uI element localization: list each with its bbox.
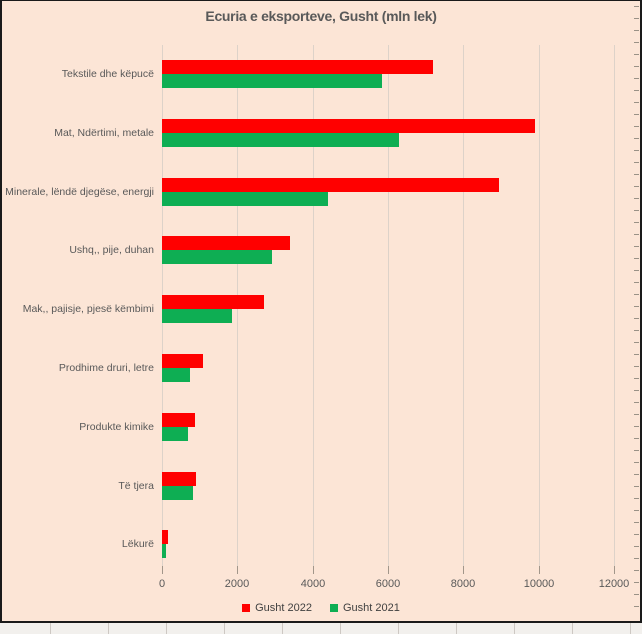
worksheet-row-gridlines: [634, 6, 639, 616]
bar-segment[interactable]: [162, 119, 535, 133]
bar-segment[interactable]: [162, 427, 188, 441]
bar-segment[interactable]: [162, 74, 382, 88]
legend-item[interactable]: [330, 602, 400, 614]
axis-tick-label: 10000: [523, 578, 555, 590]
category-label: Ushq,, pije, duhan: [69, 244, 154, 257]
category-label: Tekstile dhe këpucë: [61, 68, 154, 80]
axis-tick: [313, 566, 314, 574]
axis-tick-label: 8000: [450, 578, 476, 590]
bar-segment[interactable]: [162, 486, 193, 500]
axis-tick: [162, 566, 163, 574]
bar-segment[interactable]: [162, 250, 272, 264]
bar-segment[interactable]: [162, 178, 499, 192]
axis-tick: [237, 566, 238, 574]
bar-segment[interactable]: [162, 236, 290, 250]
gridline: [539, 45, 540, 566]
category-label: Minerale, lëndë djegëse, energji: [5, 185, 154, 198]
axis-tick-label: 12000: [598, 578, 630, 590]
axis-tick-label: 2000: [224, 578, 250, 590]
bar-segment[interactable]: [162, 309, 232, 323]
chart-title: Ecuria e eksporteve, Gusht (mln lek): [205, 8, 437, 24]
bar-segment[interactable]: [162, 354, 203, 368]
legend-label: Gusht 2021: [343, 602, 400, 614]
axis-tick: [388, 566, 389, 574]
category-label: Të tjera: [118, 479, 154, 492]
worksheet-strip: [0, 623, 642, 634]
legend-swatch-icon: [330, 604, 338, 612]
axis-tick-label: 6000: [375, 578, 401, 590]
bar-segment[interactable]: [162, 60, 433, 74]
axis-tick-label: 0: [158, 578, 166, 590]
category-label: Lëkurë: [121, 538, 154, 551]
bar-segment[interactable]: [162, 544, 166, 558]
bar-segment[interactable]: [162, 530, 168, 544]
bar-segment[interactable]: [162, 133, 399, 147]
bar-segment[interactable]: [162, 413, 195, 427]
legend-label: Gusht 2022: [255, 602, 312, 614]
legend-swatch-icon: [242, 604, 250, 612]
bar-segment[interactable]: [162, 472, 196, 486]
axis-tick: [539, 566, 540, 574]
legend-item[interactable]: [242, 602, 312, 614]
category-label: Mak,, pajisje, pjesë këmbimi: [22, 303, 154, 316]
bar-segment[interactable]: [162, 368, 190, 382]
category-label: Prodhime druri, letre: [58, 362, 154, 374]
axis-tick: [614, 566, 615, 574]
category-label: Produkte kimike: [79, 420, 154, 433]
chart-legend: [0, 602, 642, 614]
bar-segment[interactable]: [162, 192, 328, 206]
gridline: [614, 45, 615, 566]
category-label: Mat, Ndërtimi, metale: [54, 126, 154, 139]
axis-tick: [463, 566, 464, 574]
axis-tick-label: 4000: [300, 578, 326, 590]
bar-segment[interactable]: [162, 295, 264, 309]
